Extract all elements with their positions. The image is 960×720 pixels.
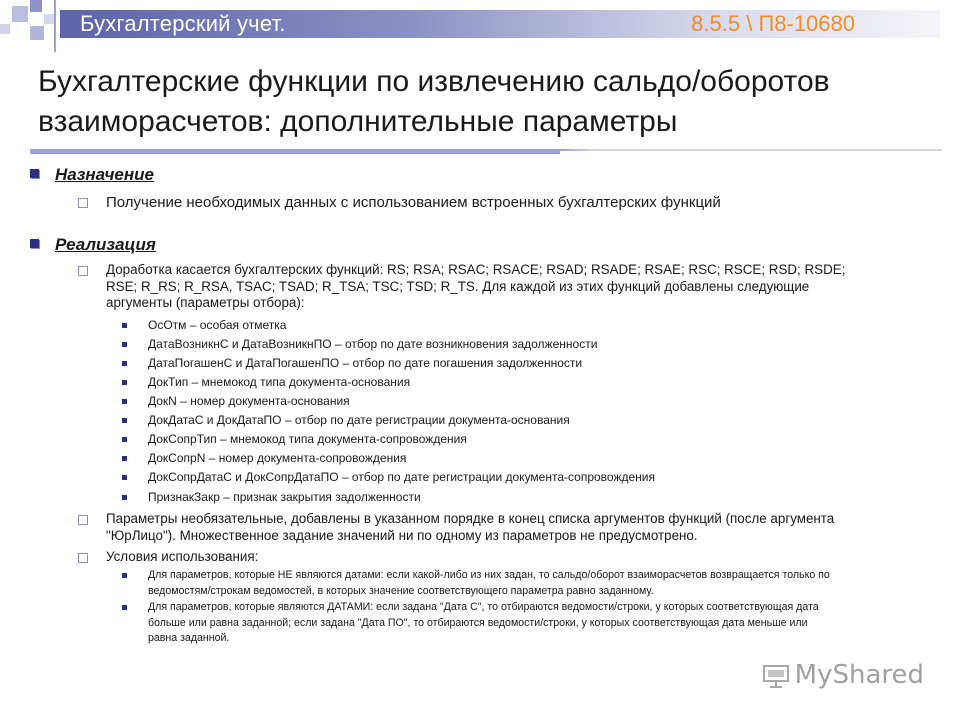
watermark (763, 660, 924, 690)
header-divider (54, 0, 56, 52)
param-item: ДатаПогашенС и ДатаПогашенПО – отбор по дате погашения задолженности (122, 356, 932, 372)
param-item: ПризнакЗакр – признак закрытия задолженности (122, 490, 932, 506)
square-bullet-icon (30, 239, 39, 248)
small-square-bullet-icon (122, 342, 127, 347)
slide-title-line1: Бухгалтерские функции по извлечению сальдо/оборотов (38, 65, 830, 98)
small-square-bullet-icon (122, 361, 127, 366)
header-code: 8.5.5 \ П8-10680 (691, 11, 855, 36)
header-title: Бухгалтерский учет. (80, 11, 286, 36)
condition-item: Для параметров, которые являются ДАТАМИ: если задана "Дата С", то отбираются ведомости/строки, у которых соответствующая дата больше или равна заданной; если задана "Дата ПО", то отбираются ведомости/строки, у которых соответствующая дата меньше или равна заданной. (122, 600, 932, 648)
section-purpose-heading: Назначение (30, 165, 154, 185)
param-item: ДокСопрN – номер документа-сопровождения (122, 451, 932, 467)
small-square-bullet-icon (122, 605, 127, 610)
small-square-bullet-icon (122, 380, 127, 385)
slide-title (38, 62, 918, 142)
optional-params-note: Параметры необязательные, добавлены в указанном порядке в конец списка аргументов функций (после аргумента "ЮрЛицо"). Множественное задание значений ни по одному из параметров не предусмотрено. (78, 511, 938, 547)
condition-item: Для параметров, которые НЕ являются датами: если какой-либо из них задан, то сальдо/оборот взаиморасчетов возвращается только по ведомостям/строкам ведомостей, в которых значение соответствующего параметра равно заданному. (122, 568, 932, 600)
hollow-square-bullet-icon (78, 198, 88, 208)
param-item: ОсОтм – особая отметка (122, 318, 932, 334)
hollow-square-bullet-icon (78, 553, 88, 563)
conditions-label: Условия использования: (78, 549, 938, 567)
param-item: ДатаВозникнС и ДатаВозникнПО – отбор по дате возникновения задолженности (122, 337, 932, 353)
param-item: ДокТип – мнемокод типа документа-основания (122, 375, 932, 391)
param-item: ДокСопрДатаС и ДокСопрДатаПО – отбор по дате регистрации документа-сопровождения (122, 470, 932, 486)
hollow-square-bullet-icon (78, 266, 88, 276)
small-square-bullet-icon (122, 573, 127, 578)
slide-title-line2: взаиморасчетов: дополнительные параметры (38, 105, 678, 138)
small-square-bullet-icon (122, 475, 127, 480)
presentation-screen-icon (763, 664, 789, 688)
small-square-bullet-icon (122, 495, 127, 500)
purpose-item: Получение необходимых данных с использованием встроенных бухгалтерских функций (78, 194, 938, 212)
implementation-intro: Доработка касается бухгалтерских функций: RS; RSA; RSAC; RSACE; RSAD; RSADE; RSAE; RSC; RSCE; RSD; RSDE; RSE; R_RS; R_RSA, TSAC; TSAD; R_TSA; TSC; TSD; R_TS. Для каждой из этих функций добавлены следующие аргументы (параметры отбора): (78, 262, 938, 314)
param-item: ДокN – номер документа-основания (122, 394, 932, 410)
param-item: ДокСопрТип – мнемокод типа документа-сопровождения (122, 432, 932, 448)
small-square-bullet-icon (122, 437, 127, 442)
small-square-bullet-icon (122, 456, 127, 461)
param-item: ДокДатаС и ДокДатаПО – отбор по дате регистрации документа-основания (122, 413, 932, 429)
small-square-bullet-icon (122, 418, 127, 423)
watermark-text: MyShared (794, 660, 924, 690)
section-implementation-heading: Реализация (30, 235, 156, 255)
square-bullet-icon (30, 169, 39, 178)
title-underline-accent (30, 149, 560, 154)
small-square-bullet-icon (122, 399, 127, 404)
small-square-bullet-icon (122, 323, 127, 328)
hollow-square-bullet-icon (78, 515, 88, 525)
